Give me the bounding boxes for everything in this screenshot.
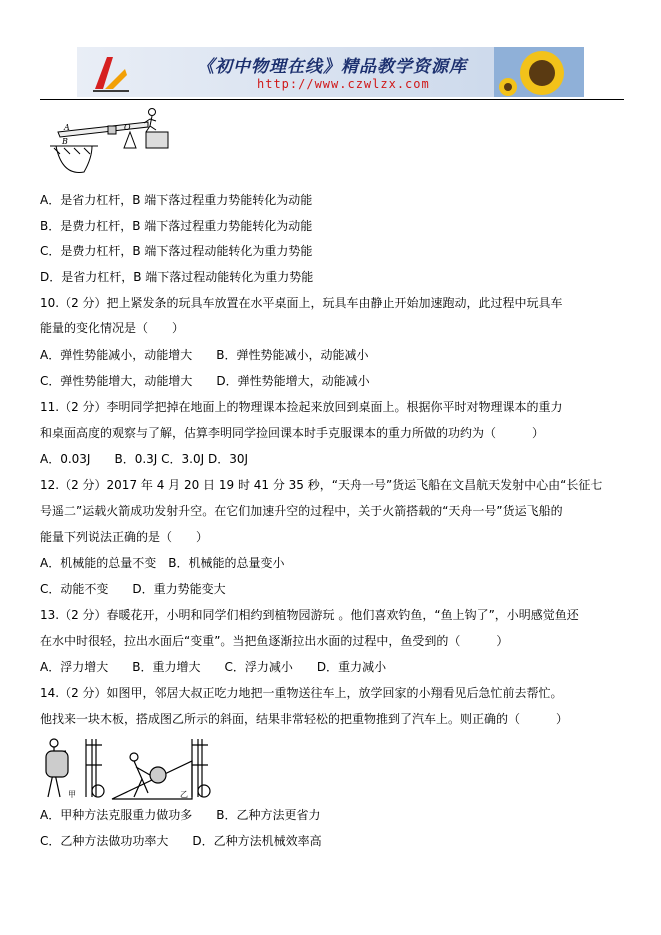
q10-options-ab: A．弹性势能减小，动能增大 B．弹性势能减小，动能减小 (40, 348, 369, 362)
sunflower-icon (494, 47, 584, 97)
q12-options-ab: A．机械能的总量不变 B．机械能的总量变小 (40, 556, 285, 570)
q12-stem-line2: 号遥二”运载火箭成功发射升空。在它们加速升空的过程中，关于火箭搭载的“天舟一号”货运飞船的 (40, 504, 563, 518)
q12-options-cd: C．动能不变 D．重力势能变大 (40, 582, 226, 596)
q10-options-cd: C．弹性势能增大，动能增大 D．弹性势能增大，动能减小 (40, 374, 370, 388)
banner-url: http://www.czwlzx.com (257, 77, 430, 91)
incline-figure (40, 735, 240, 803)
q14-stem-line1: 14.（2 分）如图甲，邻居大叔正吃力地把一重物送往车上，放学回家的小翔看见后急忙前去帮忙。 (40, 686, 563, 700)
q9-option-d: D．是省力杠杆，B 端下落过程动能转化为重力势能 (40, 270, 314, 284)
q14-options-cd: C．乙种方法做功功率大 D．乙种方法机械效率高 (40, 834, 322, 848)
banner-title: 《初中物理在线》精品教学资源库 (197, 57, 467, 77)
lever-label-a: A (64, 123, 70, 132)
q11-options: A．0.03J B．0.3J C．3.0J D．30J (40, 452, 249, 466)
q9-option-a: A．是省力杠杆，B 端下落过程重力势能转化为动能 (40, 193, 313, 207)
q13-stem-line2: 在水中时很轻，拉出水面后“变重”。当把鱼逐渐拉出水面的过程中，鱼受到的（ ） (40, 634, 509, 648)
lever-label-o: O (124, 123, 131, 132)
incline-label-yi: 乙 (180, 790, 188, 799)
q12-stem-line3: 能量下列说法正确的是（ ） (40, 530, 209, 544)
q10-stem-line2: 能量的变化情况是（ ） (40, 321, 185, 335)
q10-stem-line1: 10.（2 分）把上紧发条的玩具车放置在水平桌面上，玩具车由静止开始加速跑动，此过程中玩具车 (40, 296, 563, 310)
q13-options: A．浮力增大 B．重力增大 C．浮力减小 D．重力减小 (40, 660, 387, 674)
header-rule (40, 99, 624, 100)
lever-label-b: B (62, 137, 68, 146)
q11-stem-line2: 和桌面高度的观察与了解，估算李明同学捡回课本时手克服课本的重力所做的功约为（ ） (40, 426, 545, 440)
q9-option-c: C．是费力杠杆，B 端下落过程动能转化为重力势能 (40, 244, 313, 258)
q9-option-b: B．是费力杠杆，B 端下落过程重力势能转化为动能 (40, 219, 313, 233)
site-logo-icon (91, 51, 131, 93)
lever-figure (42, 106, 172, 178)
q14-stem-line2: 他找来一块木板，搭成图乙所示的斜面，结果非常轻松的把重物推到了汽车上。则正确的（ ） (40, 712, 569, 726)
q14-options-ab: A．甲种方法克服重力做功多 B．乙种方法更省力 (40, 808, 321, 822)
header-banner (77, 47, 584, 97)
q12-stem-line1: 12.（2 分）2017 年 4 月 20 日 19 时 41 分 35 秒，“天舟一号”货运飞船在文昌航天发射中心由“长征七 (40, 478, 603, 492)
q13-stem-line1: 13.（2 分）春暖花开，小明和同学们相约到植物园游玩 。他们喜欢钓鱼，“鱼上钩了”，小明感觉鱼还 (40, 608, 579, 622)
incline-label-jia: 甲 (68, 790, 76, 799)
q11-stem-line1: 11.（2 分）李明同学把掉在地面上的物理课本捡起来放回到桌面上。根据你平时对物理课本的重力 (40, 400, 563, 414)
